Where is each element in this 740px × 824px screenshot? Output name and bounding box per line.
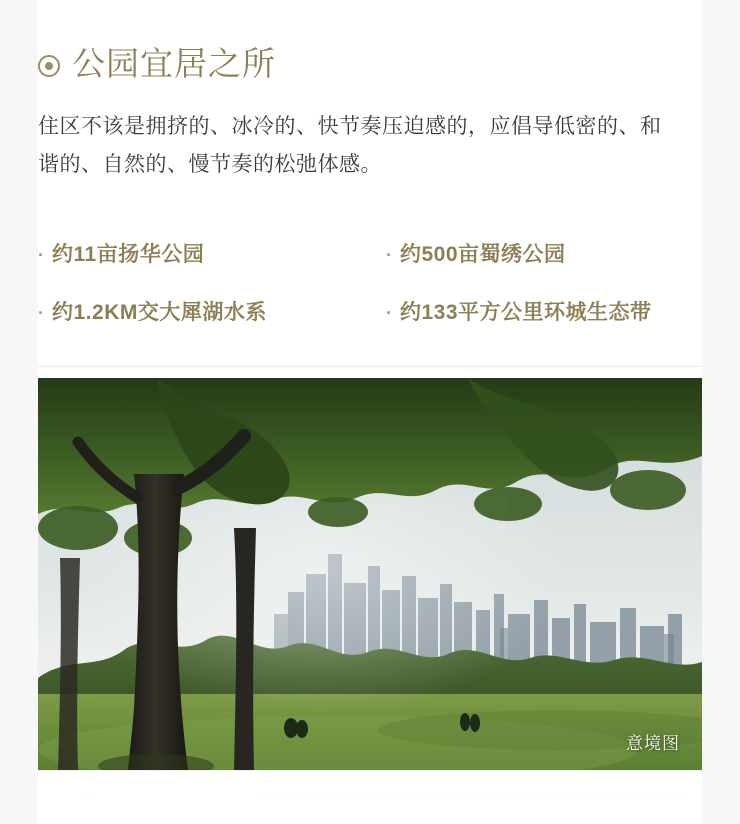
list-item-label: 约500亩蜀绣公园 [400,243,566,266]
list-item [386,296,702,326]
bullet-dot: · [386,303,393,323]
list-item-label: 约1.2KM交大犀湖水系 [52,301,267,324]
list-item [38,238,386,268]
photo-caption: 意境图 [626,734,680,753]
bullet-dot: · [386,245,393,265]
list-item [386,238,702,268]
page-title: 公园宜居之所 [72,45,276,82]
divider [38,366,702,367]
list-item [38,296,386,326]
bottom-divider [38,770,702,771]
content-column [38,0,702,824]
feature-list [38,238,702,326]
park-landscape-image [38,378,702,770]
bullet-dot: · [38,303,45,323]
list-item-label: 约11亩扬华公园 [52,243,205,266]
left-gutter [0,0,38,824]
target-icon [38,55,60,77]
section-description: 住区不该是拥挤的、冰冷的、快节奏压迫感的，应倡导低密的、和谐的、自然的、慢节奏的松弛体感。 [38,115,662,176]
section-header [38,0,702,84]
right-gutter [702,0,740,824]
park-photo [38,378,702,770]
list-item-label: 约133平方公里环城生态带 [400,301,652,324]
bullet-dot: · [38,245,45,265]
